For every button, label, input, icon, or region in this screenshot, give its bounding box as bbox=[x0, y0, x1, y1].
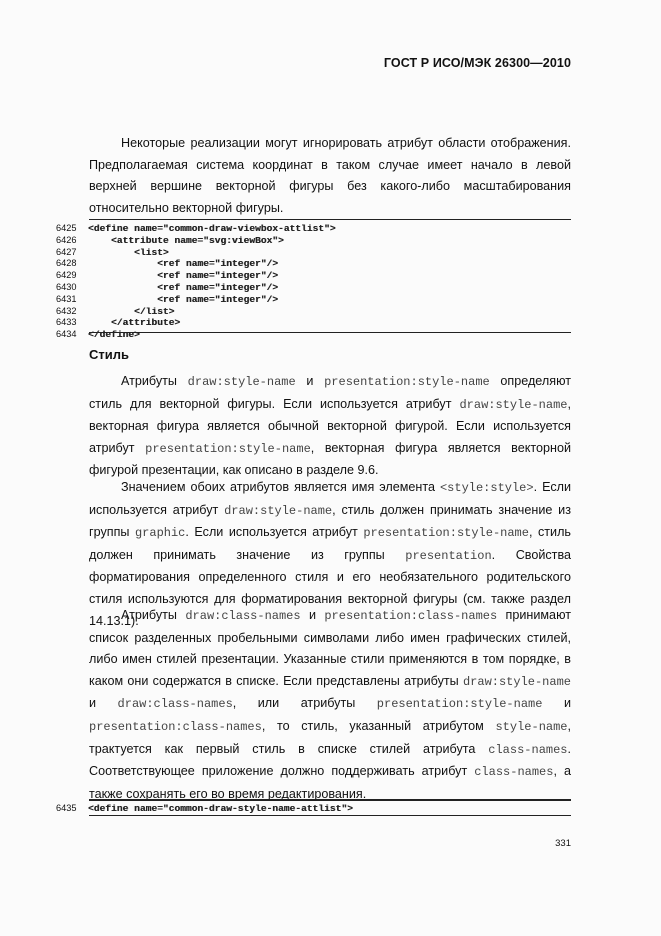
intro-paragraph: Некоторые реализации могут игнорировать атрибут области отображения. Предполагаемая система координат в таком случае имеет начало в левой верхней вершине векторной фигуры без какого-либо масштабирования относительно векторной фигуры. bbox=[89, 136, 571, 215]
code-bottom-rule-2 bbox=[89, 815, 571, 816]
code-bottom-rule bbox=[89, 332, 571, 333]
line-number: 6432 bbox=[56, 305, 77, 316]
code-text: </list> bbox=[88, 305, 175, 317]
code-line bbox=[56, 270, 336, 282]
paragraph-style-attributes: Атрибуты draw:style-name и presentation:style-name определяют стиль для векторной фигуры. Если используется атрибут draw:style-name, векторная фигура является обычной векторной фигурой. Если используется атрибут presentation:style-name, векторная фигура является векторной фигурой презентации, как описано в разделе 9.6. bbox=[89, 374, 572, 478]
code-line bbox=[56, 329, 336, 341]
paragraph-class-names: Атрибуты draw:class-names и presentation:class-names принимают список разделенных пробельными символами либо имен графических стилей, либо имен стилей презентации. Указанные стили применяются в том порядке, в каком они содержатся в списке. Если представлены атрибуты draw:style-name и draw:class-names, или атрибуты presentation:style-name и presentation:class-names, то стиль, указанный атрибутом style-name, трактуется как первый стиль в списке стилей атрибута class-names. Соответствующее приложение должно поддерживать атрибут class-names, а также сохранять его во время редактирования. bbox=[89, 608, 572, 801]
code-block-1 bbox=[56, 223, 336, 341]
line-number: 6433 bbox=[56, 317, 77, 328]
code-line bbox=[56, 235, 336, 247]
line-number: 6429 bbox=[56, 270, 77, 281]
line-number: 6430 bbox=[56, 281, 77, 292]
code-text: </attribute> bbox=[88, 317, 181, 329]
code-line bbox=[56, 306, 336, 318]
code-line bbox=[56, 803, 353, 815]
code-text: <define name="common-draw-style-name-attlist"> bbox=[88, 803, 353, 814]
line-number: 6435 bbox=[56, 803, 77, 813]
code-text: <define name="common-draw-viewbox-attlist"> bbox=[88, 223, 336, 234]
code-text: <attribute name="svg:viewBox"> bbox=[88, 234, 284, 246]
code-line bbox=[56, 317, 336, 329]
line-number: 6425 bbox=[56, 223, 77, 233]
code-top-rule-2 bbox=[89, 799, 571, 801]
section-heading: Стиль bbox=[89, 347, 129, 362]
code-text: <ref name="integer"/> bbox=[88, 293, 278, 305]
code-line bbox=[56, 294, 336, 306]
page-number: 331 bbox=[555, 838, 571, 849]
line-number: 6431 bbox=[56, 293, 77, 304]
code-line bbox=[56, 223, 336, 235]
code-line bbox=[56, 247, 336, 259]
code-text: </define> bbox=[88, 329, 140, 341]
paragraph-style-values: Значением обоих атрибутов является имя элемента <style:style>. Если используется атрибут draw:style-name, стиль должен принимать значение из группы graphic. Если используется атрибут presentation:style-name, стиль должен принимать значение из группы presentation. Свойства форматирования определенного стиля и его необязательного родительского стиля используются для форматирования векторной фигуры (см. также раздел 14.13.1). bbox=[89, 480, 572, 628]
code-text: <ref name="integer"/> bbox=[88, 258, 278, 270]
document-id: ГОСТ Р ИСО/МЭК 26300—2010 bbox=[383, 56, 571, 70]
line-number: 6434 bbox=[56, 329, 77, 340]
code-top-rule bbox=[89, 219, 571, 220]
code-text: <ref name="integer"/> bbox=[88, 281, 278, 293]
line-number: 6428 bbox=[56, 258, 77, 269]
code-line bbox=[56, 258, 336, 270]
code-block-2 bbox=[56, 803, 353, 815]
line-number: 6426 bbox=[56, 234, 77, 245]
line-number: 6427 bbox=[56, 246, 77, 257]
code-line bbox=[56, 282, 336, 294]
code-text: <list> bbox=[88, 246, 169, 258]
code-text: <ref name="integer"/> bbox=[88, 270, 278, 282]
